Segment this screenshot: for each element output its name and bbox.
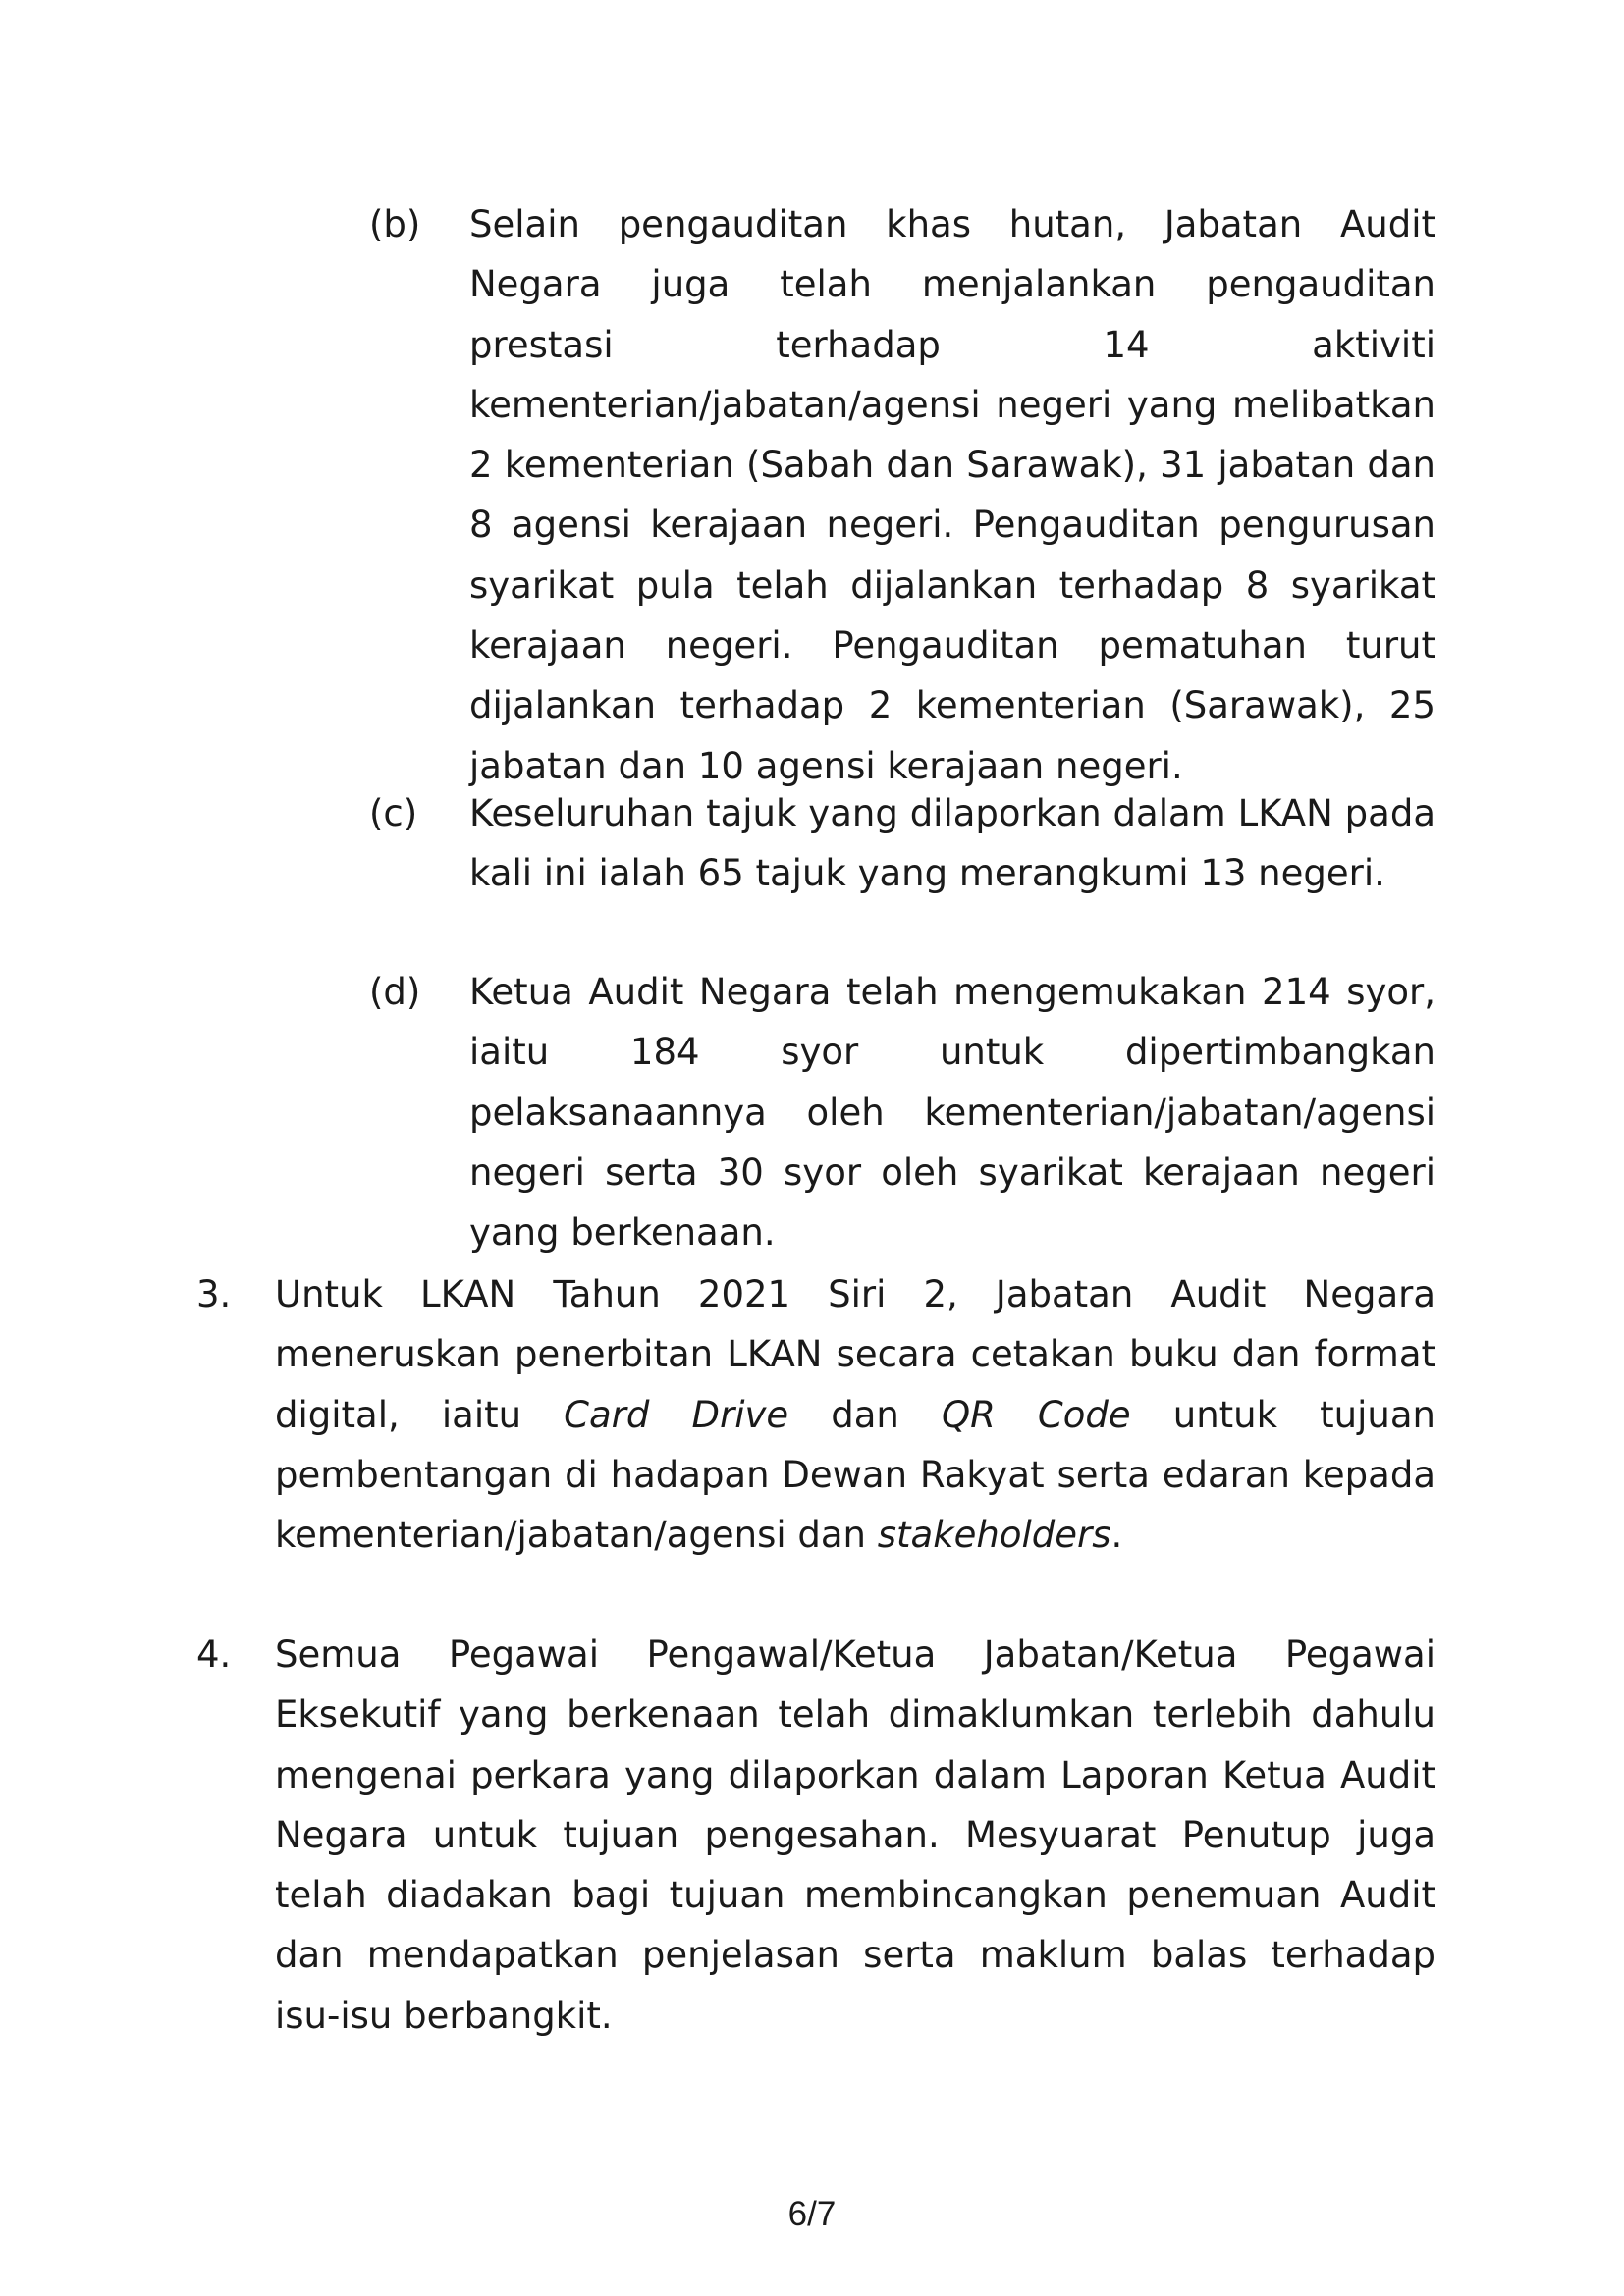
paragraph-number: 3. <box>196 1273 232 1315</box>
item-label: (b) <box>369 203 421 245</box>
italic-term: QR Code <box>941 1393 1131 1436</box>
item-text: Ketua Audit Negara telah mengemukakan 214 syor, iaitu 184 syor untuk dipertimbangkan pelaksanaannya oleh kementerian/jabatan/agensi negeri serta 30 syor oleh syarikat kerajaan negeri yang berkenaan. <box>469 971 1435 1255</box>
paragraph-number: 4. <box>196 1633 232 1676</box>
paragraph-text: Semua Pegawai Pengawal/Ketua Jabatan/Ketua Pegawai Eksekutif yang berkenaan telah dimaklumkan terlebih dahulu mengenai perkara yang dilaporkan dalam Laporan Ketua Audit Negara untuk tujuan pengesahan. Mesyuarat Penutup juga telah diadakan bagi tujuan membincangkan penemuan Audit dan mendapatkan penjelasan serta maklum balas terhadap isu-isu berbangkit. <box>275 1633 1435 2037</box>
text-run: dan <box>788 1393 942 1436</box>
item-text: Selain pengauditan khas hutan, Jabatan Audit Negara juga telah menjalankan pengauditan prestasi terhadap 14 aktiviti kementerian/jabatan/agensi negeri yang melibatkan 2 kementerian (Sabah dan Sarawak), 31 jabatan dan 8 agensi kerajaan negeri. Pengauditan pengurusan syarikat pula telah dijalankan terhadap 8 syarikat kerajaan negeri. Pengauditan pematuhan turut dijalankan terhadap 2 kementerian (Sarawak), 25 jabatan dan 10 agensi kerajaan negeri. <box>469 203 1435 787</box>
item-label: (d) <box>369 971 421 1013</box>
text-run: untuk tujuan pembentangan di hadapan Dewan Rakyat serta edaran kepada kementerian/jabatan/agensi dan <box>275 1393 1435 1557</box>
item-text: Keseluruhan tajuk yang dilaporkan dalam LKAN pada kali ini ialah 65 tajuk yang merangkumi 13 negeri. <box>469 792 1435 895</box>
text-run: Untuk LKAN Tahun 2021 Siri 2, Jabatan Audit Negara meneruskan penerbitan LKAN secara cetakan buku dan format digital, iaitu <box>275 1273 1435 1436</box>
italic-term: Card Drive <box>564 1393 789 1436</box>
paragraph-text <box>275 1264 1435 1565</box>
item-label: (c) <box>369 792 418 834</box>
text-run: . <box>1110 1514 1123 1557</box>
italic-term: stakeholders <box>877 1514 1111 1557</box>
page-number: 6/7 <box>787 2195 837 2233</box>
